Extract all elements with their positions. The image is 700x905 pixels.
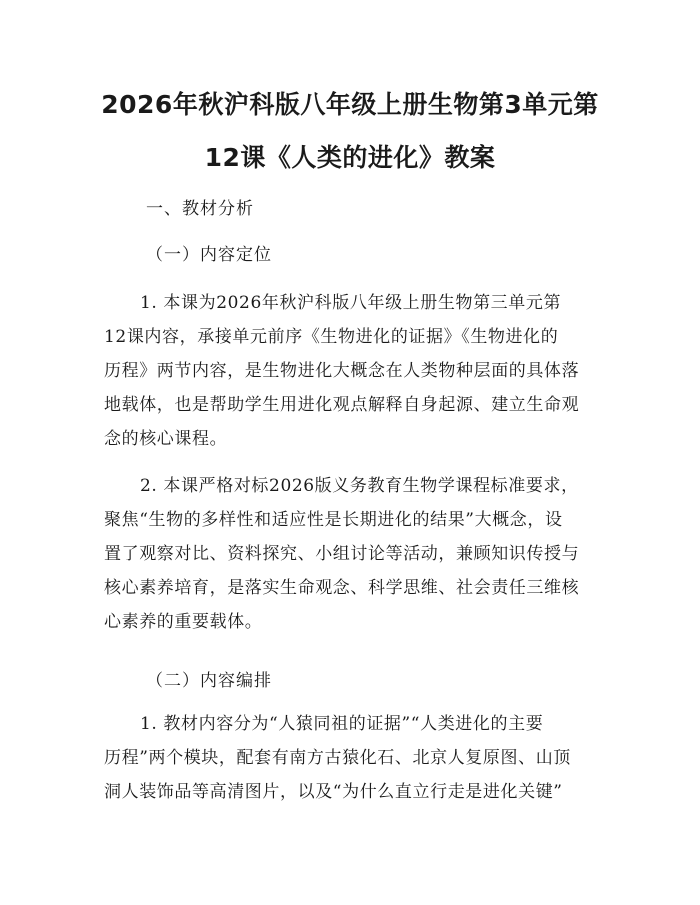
paragraph-line: 1. 教材内容分为“人猿同祖的证据”“人类进化的主要 (140, 714, 544, 734)
paragraph-line: 2. 本课严格对标2026版义务教育生物学课程标准要求， (140, 476, 579, 496)
paragraph-line: 历程”两个模块，配套有南方古猿化石、北京人复原图、山顶 (104, 748, 571, 768)
paragraph-line: 历程》两节内容，是生物进化大概念在人类物种层面的具体落 (104, 361, 580, 381)
paragraph-line: 心素养的重要载体。 (104, 612, 263, 632)
subsection-heading-content-positioning: （一）内容定位 (146, 245, 272, 265)
paragraph-line: 核心素养培育，是落实生命观念、科学思维、社会责任三维核 (104, 578, 580, 598)
paragraph-positioning-2 (104, 469, 596, 639)
paragraph-line: 地载体，也是帮助学生用进化观点解释自身起源、建立生命观 (104, 395, 580, 415)
paragraph-line: 1. 本课为2026年秋沪科版八年级上册生物第三单元第 (140, 293, 562, 313)
paragraph-line: 12课内容，承接单元前序《生物进化的证据》《生物进化的 (104, 327, 559, 347)
paragraph-line: 洞人装饰品等高清图片，以及“为什么直立行走是进化关键” (104, 782, 563, 802)
subsection-heading-content-arrangement: （二）内容编排 (146, 671, 272, 691)
paragraph-positioning-1 (104, 286, 596, 456)
document-title-line-2: 12课《人类的进化》教案 (204, 143, 496, 172)
section-heading-textbook-analysis: 一、教材分析 (146, 199, 254, 219)
paragraph-line: 念的核心课程。 (104, 429, 228, 449)
document-title-line-1: 2026年秋沪科版八年级上册生物第3单元第 (101, 90, 599, 119)
paragraph-arrangement-1 (104, 707, 596, 809)
paragraph-line: 置了观察对比、资料探究、小组讨论等活动，兼顾知识传授与 (104, 544, 580, 564)
paragraph-line: 聚焦“生物的多样性和适应性是长期进化的结果”大概念，设 (104, 510, 563, 530)
